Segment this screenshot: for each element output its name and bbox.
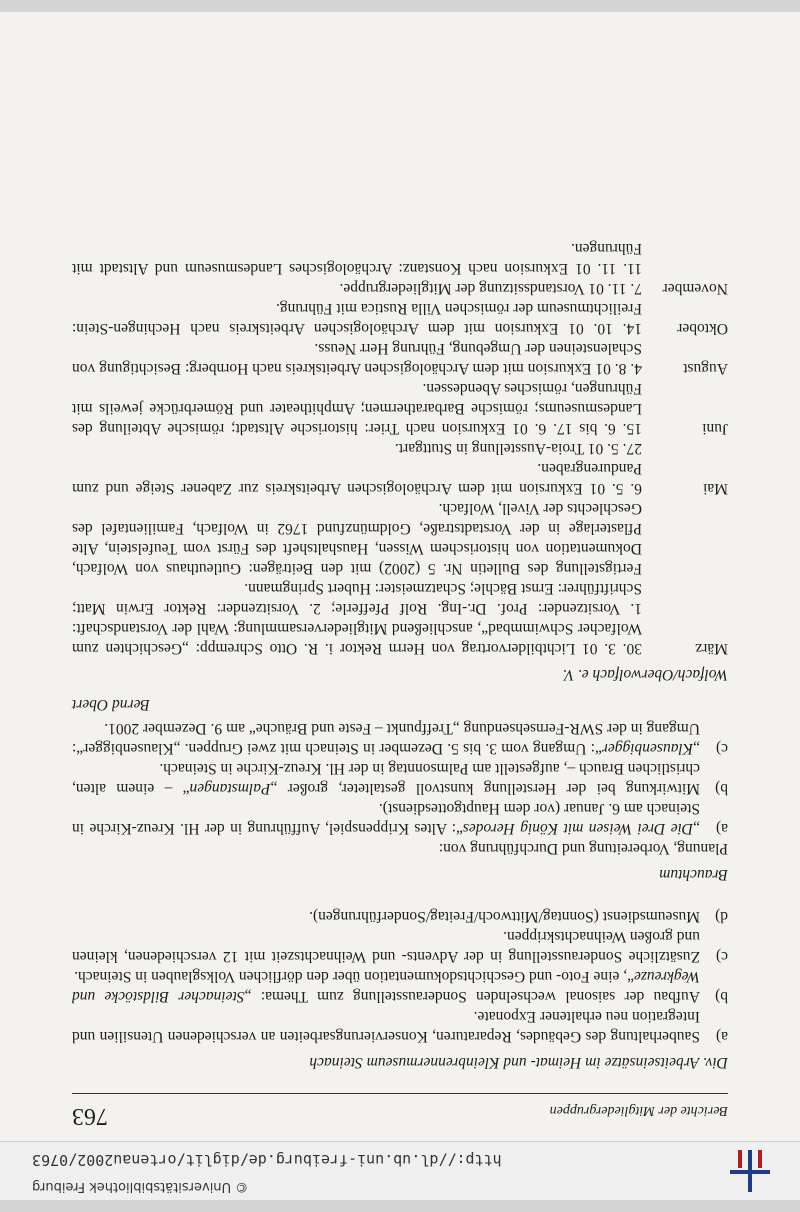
- page-number: 763: [72, 1103, 108, 1129]
- digital-library-header: [0, 1141, 800, 1200]
- event-row: [72, 298, 728, 338]
- page-content: [72, 238, 728, 1082]
- event-entry: 30. 3. 01 Lichtbildervortrag von Herrn Rektor i. R. Otto Schrempp: „Geschichten zum Wolfacher Schwimmbad“, anschließend Mitgliederversammlung: Wahl der Vorstandschaft: 1. Vorsitzender: Prof. Dr.-Ing. Rolf Pfefferle; 2. Vorsitzender: Rektor Erwin Matt; Schriftführer: Ernst Bächle; Schatzmeister: Hubert Springmann.: [72, 580, 642, 657]
- brauchtum-intro: Planung, Vorbereitung und Durchführung von:: [438, 840, 728, 857]
- author-signature: Bernd Obert: [72, 696, 150, 713]
- running-head-title: Berichte der Mitgliedergruppen: [549, 1103, 728, 1118]
- copyright-notice: © Universitätsbibliothek Freiburg: [32, 1179, 249, 1194]
- event-entry: 15. 6. bis 17. 6. 01 Exkursion nach Trier: historische Altstadt; römische Abteilung des Landesmuseums; römische Barbarathermen; Amphitheater und Römerbrücke jeweils mit Führungen, römisches Abendessen.: [72, 380, 642, 437]
- brauchtum-list: [72, 718, 728, 838]
- event-row: [72, 378, 728, 438]
- event-month: November: [662, 280, 728, 297]
- event-month: Mai: [703, 480, 728, 497]
- viewer-bottom-bar: [0, 1200, 800, 1212]
- section-heading-museum: Div. Arbeitseinsätze im Heimat- und Kleinbrennermuseum Steinach: [309, 1054, 728, 1071]
- scanned-page: [0, 12, 800, 1200]
- event-row: [72, 238, 728, 298]
- scanned-page-viewport[interactable]: [0, 12, 800, 1200]
- list-item: a) „Die Drei Weisen mit König Herodes“: Altes Krippenspiel, Aufführung in der Hl. Kreuz-Kirche in Steinach am 6. Januar (vor dem Hauptgottesdienst).: [72, 800, 728, 837]
- header-rule: [72, 1093, 728, 1094]
- event-row: [72, 498, 728, 658]
- event-entry: 4. 8. 01 Exkursion mit dem Archäologischen Arbeitskreis nach Hornberg: Besichtigung von Schalensteinen der Umgebung, Führung Herr Neuss.: [72, 340, 642, 377]
- event-month: Juni: [702, 420, 728, 437]
- list-item: a) Sauberhaltung des Gebäudes, Reparaturen, Konservierungsarbeiten an verschiedenen Utensilien und Integration neu erhaltener Exponate.: [72, 1008, 728, 1045]
- event-entry: 7. 11. 01 Vorstandssitzung der Mitgliedergruppe.: [339, 280, 642, 297]
- section-heading-wolfach: Wolfach/Oberwolfach e. V.: [562, 666, 728, 683]
- event-entry: 6. 5. 01 Exkursion mit dem Archäologischen Arbeitskreis zur Zabener Steige und zum Pandurengraben.: [72, 460, 642, 497]
- list-item: c) Zusätzliche Sonderausstellung in der Advents- und Weihnachtszeit mit 12 verschiedenen, kleinen und großen Weihnachtskrippen.: [72, 928, 728, 965]
- permalink-url[interactable]: http://dl.ub.uni-freiburg.de/diglit/ortenau2002/0763: [32, 1151, 502, 1169]
- event-entry: 27. 5. 01 Troia-Ausstellung in Stuttgart.: [394, 440, 642, 457]
- event-entry: Fertigstellung des Bulletin Nr. 5 (2002) mit den Beiträgen: Gutleuthaus von Wolfach, Dokumentation von historischem Wissen, Haushaltsheft des Fürst vom Teufelstein, Alte Pflasterlage in der Vorstadtstraße, Goldmünzfund 1762 in Wolfach, Familientafel des Geschlechts der Vivell, Wolfach.: [72, 500, 642, 577]
- list-item: b) Mitwirkung bei der Herstellung kunstvoll gestalteter, großer „Palmstangen“ – einem alten, christlichen Brauch –, aufgestellt am Palmsonntag in der Hl. Kreuz-Kirche in Steinach.: [72, 760, 728, 797]
- event-row: [72, 438, 728, 498]
- ub-freiburg-logo-icon: [728, 1150, 772, 1192]
- event-entry: 14. 10. 01 Exkursion mit dem Archäologischen Arbeitskreis nach Hechingen-Stein: Freilichtmuseum der römischen Villa Rustica mit Führung.: [72, 300, 642, 337]
- viewer-top-bar: [0, 0, 800, 12]
- events-list: [72, 238, 728, 658]
- event-month: März: [695, 640, 728, 657]
- section-heading-brauchtum: Brauchtum: [659, 866, 728, 883]
- running-head: [72, 1092, 728, 1129]
- event-month: August: [683, 360, 728, 377]
- event-row: [72, 338, 728, 378]
- event-entry: 11. 11. 01 Exkursion nach Konstanz: Archäologisches Landesmuseum und Altstadt mit Führungen.: [72, 240, 642, 277]
- list-item: b) Aufbau der saisonal wechselnden Sonderausstellung zum Thema: „Steinacher Bildstöcke und Wegkreuze“, eine Foto- und Geschichtsdokumentation über den dörflichen Volksglauben in Steinach.: [71, 968, 728, 1005]
- museum-work-list: [72, 906, 728, 1046]
- list-item: c) „Klausenbigger“: Umgang vom 3. bis 5. Dezember in Steinach mit zwei Gruppen. „Klausenbigger“: Umgang in der SWR-Fernsehsendung „Treffpunkt – Feste und Bräuche“ am 9. Dezember 2001.: [72, 720, 728, 757]
- event-month: Oktober: [677, 320, 728, 337]
- list-item: d) Museumsdienst (Sonntag/Mittwoch/Freitag/Sonderführungen).: [309, 908, 728, 925]
